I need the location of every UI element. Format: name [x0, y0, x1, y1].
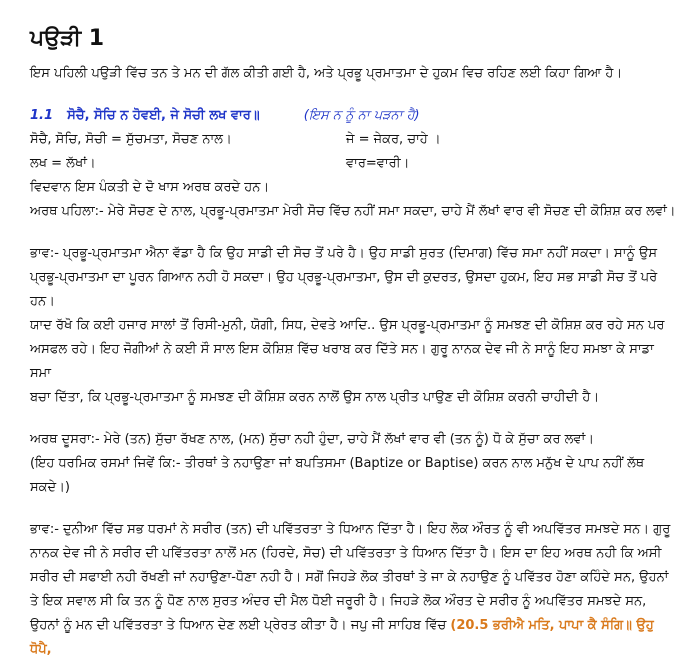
- bhav-line: ਅਸਫਲ ਰਹੇ। ਇਹ ਜੋਗੀਆਂ ਨੇ ਕਈ ਸੌ ਸਾਲ ਇਸ ਕੋਸ਼ਿਸ਼ ਵਿੱਚ ਖਰਾਬ ਕਰ ਦਿੱਤੇ ਸਨ। ਗੁਰੂ ਨਾਨਕ ਦੇਵ ਜੀ ਨੇ ਸਾਨੂੰ ਇਹ ਸਮਝਾ ਕੇ ਸਾਡਾ ਸਮਾ: [30, 342, 654, 381]
- bhav-line: ਭਾਵ:- ਦੁਨੀਆ ਵਿੱਚ ਸਭ ਧਰਮਾਂ ਨੇ ਸਰੀਰ (ਤਨ) ਦੀ ਪਵਿੱਤਰਤਾ ਤੇ ਧਿਆਨ ਦਿੱਤਾ ਹੈ। ਇਹ ਲੋਕ ਔਰਤ ਨੂੰ ਵੀ ਅਪਵਿੱਤਰ ਸਮਝਦੇ ਸਨ। ਗੁਰੂ: [30, 522, 671, 537]
- bhav-line: ਭਾਵ:- ਪ੍ਰਭੂ-ਪ੍ਰਮਾਤਮਾ ਐਨਾ ਵੱਡਾ ਹੈ ਕਿ ਉਹ ਸਾਡੀ ਦੀ ਸੋਚ ਤੋਂ ਪਰੇ ਹੈ। ਉਹ ਸਾਡੀ ਸੁਰਤ (ਦਿਮਾਗ) ਵਿੱਚ ਸਮਾ ਨਹੀਂ ਸਕਦਾ। ਸਾਨੂੰ ਉਸ: [30, 246, 658, 261]
- glossary-left: ਲਖ = ਲੱਖਾਂ।: [30, 156, 96, 171]
- scripture-reference: (20.5 ਭਰੀਐ ਮਤਿ, ਪਾਪਾ ਕੈ ਸੰਗਿ॥ ਉਹੁ ਧੋਪੈ,: [30, 618, 654, 657]
- bhav-line: ਨਾਨਕ ਦੇਵ ਜੀ ਨੇ ਸਰੀਰ ਦੀ ਪਵਿੱਤਰਤਾ ਨਾਲੋਂ ਮਨ (ਹਿਰਦੇ, ਸੋਚ) ਦੀ ਪਵਿੱਤਰਤਾ ਤੇ ਧਿਆਨ ਦਿੱਤਾ ਹੈ। ਇਸ ਦਾ ਇਹ ਅਰਥ ਨਹੀ ਕਿ ਅਸੀ: [30, 546, 662, 561]
- bhav-last-line: [30, 614, 677, 662]
- bhav-line: ਯਾਦ ਰੱਖੋ ਕਿ ਕਈ ਹਜਾਰ ਸਾਲਾਂ ਤੋਂ ਰਿਸੀ-ਮੁਨੀ, ਯੋਗੀ, ਸਿਧ, ਦੇਵਤੇ ਆਦਿ.. ਉਸ ਪ੍ਰਭੂ-ਪ੍ਰਮਾਤਮਾ ਨੂੰ ਸਮਝਣ ਦੀ ਕੋਸ਼ਿਸ਼ ਕਰ ਰਹੇ ਸਨ ਪਰ: [30, 318, 665, 333]
- glossary-left: ਸੋਚੈ, ਸੋਚਿ, ਸੋਚੀ = ਸੁੱਚਮਤਾ, ਸੋਚਣ ਨਾਲ।: [30, 132, 232, 147]
- verse-number: 1.1: [30, 108, 54, 123]
- meaning-first: ਅਰਥ ਪਹਿਲਾ:- ਮੇਰੇ ਸੋਚਣ ਦੇ ਨਾਲ, ਪ੍ਰਭੂ-ਪ੍ਰਮਾਤਮਾ ਮੇਰੀ ਸੋਚ ਵਿੱਚ ਨਹੀਂ ਸਮਾ ਸਕਦਾ, ਚਾਹੇ ਮੈਂ ਲੱਖਾਂ ਵਾਰ ਵੀ ਸੋਚਣ ਦੀ ਕੋਸ਼ਿਸ਼ ਕਰ ਲਵਾਂ।: [30, 204, 676, 219]
- bhav-line: ਬਚਾ ਦਿੱਤਾ, ਕਿ ਪ੍ਰਭੂ-ਪ੍ਰਮਾਤਮਾ ਨੂੰ ਸਮਝਣ ਦੀ ਕੋਸ਼ਿਸ਼ ਕਰਨ ਨਾਲੋਂ ਉਸ ਨਾਲ ਪ੍ਰੀਤ ਪਾਉਣ ਦੀ ਕੋਸ਼ਿਸ਼ ਕਰਨੀ ਚਾਹੀਦੀ ਹੈ।: [30, 390, 600, 405]
- verse-line: [30, 104, 677, 128]
- verse-note: (ਇਸ ਨ ਨੂੰ ਨਾ ਪੜਨਾ ਹੈ): [303, 108, 420, 123]
- meaning-second: ਅਰਥ ਦੂਸਰਾ:- ਮੇਰੇ (ਤਨ) ਸੁੱਚਾ ਰੱਖਣ ਨਾਲ, (ਮਨ) ਸੁੱਚਾ ਨਹੀ ਹੁੰਦਾ, ਚਾਹੇ ਮੈਂ ਲੱਖਾਂ ਵਾਰ ਵੀ (ਤਨ ਨੂੰ) ਧੋ ਕੇ ਸੁੱਚਾ ਕਰ ਲਵਾਂ।: [30, 432, 595, 447]
- glossary-right: ਜੇ = ਜੇਕਰ, ਚਾਹੇ ।: [346, 132, 441, 147]
- glossary-row: [30, 128, 677, 152]
- glossary-right: ਵਾਰ=ਵਾਰੀ।: [346, 156, 410, 171]
- meaning-note: ਸਕਦੇ।): [30, 480, 70, 495]
- intro-paragraph: ਇਸ ਪਹਿਲੀ ਪਉੜੀ ਵਿੱਚ ਤਨ ਤੇ ਮਨ ਦੀ ਗੱਲ ਕੀਤੀ ਗਈ ਹੈ, ਅਤੇ ਪ੍ਰਭੂ ਪ੍ਰਮਾਤਮਾ ਦੇ ਹੁਕਮ ਵਿਚ ਰਹਿਣ ਲਈ ਕਿਹਾ ਗਿਆ ਹੈ।: [30, 66, 623, 81]
- bhav-line: ਸਰੀਰ ਦੀ ਸਫਾਈ ਨਹੀ ਰੱਖਣੀ ਜਾਂ ਨਹਾਉਣਾ-ਧੋਣਾ ਨਹੀ ਹੈ। ਸਗੋਂ ਜਿਹੜੇ ਲੋਕ ਤੀਰਥਾਂ ਤੇ ਜਾ ਕੇ ਨਹਾਉਣ ਨੂੰ ਪਵਿੱਤਰ ਹੋਣਾ ਕਹਿੰਦੇ ਸਨ, ਉਹਨਾਂ: [30, 570, 669, 585]
- bhav-line: ਪ੍ਰਭੂ-ਪ੍ਰਮਾਤਮਾ ਦਾ ਪੂਰਨ ਗਿਆਨ ਨਹੀ ਹੋ ਸਕਦਾ। ਉਹ ਪ੍ਰਭੂ-ਪ੍ਰਮਾਤਮਾ, ਉਸ ਦੀ ਕੁਦਰਤ, ਉਸਦਾ ਹੁਕਮ, ਇਹ ਸਭ ਸਾਡੀ ਸੋਚ ਤੋਂ ਪਰੇ ਹਨ।: [30, 270, 658, 309]
- text-line: ਵਿਦਵਾਨ ਇਸ ਪੰਕਤੀ ਦੇ ਦੋ ਖਾਸ ਅਰਥ ਕਰਦੇ ਹਨ।: [30, 180, 270, 195]
- bhav-last-text: ਉਹਨਾਂ ਨੂੰ ਮਨ ਦੀ ਪਵਿੱਤਰਤਾ ਤੇ ਧਿਆਨ ਦੇਣ ਲਈ ਪ੍ਰੇਰਤ ਕੀਤਾ ਹੈ। ਜਪੁ ਜੀ ਸਾਹਿਬ ਵਿੱਚ: [30, 618, 451, 633]
- glossary-row: [30, 152, 677, 176]
- page-title: ਪਉੜੀ 1: [30, 26, 105, 51]
- verse-text: ਸੋਚੈ, ਸੋਚਿ ਨ ਹੋਵਈ, ਜੇ ਸੋਚੀ ਲਖ ਵਾਰ॥: [67, 108, 260, 123]
- bhav-line: ਤੇ ਇਕ ਸਵਾਲ ਸੀ ਕਿ ਤਨ ਨੂੰ ਧੋਣ ਨਾਲ ਸੁਰਤ ਅੰਦਰ ਦੀ ਮੈਲ ਧੋਈ ਜਰੂਰੀ ਹੈ। ਜਿਹੜੇ ਲੋਕ ਔਰਤ ਦੇ ਸਰੀਰ ਨੂੰ ਅਪਵਿੱਤਰ ਸਮਝਦੇ ਸਨ,: [30, 594, 647, 609]
- meaning-note: (ਇਹ ਧਰਮਿਕ ਰਸਮਾਂ ਜਿਵੇਂ ਕਿ:- ਤੀਰਥਾਂ ਤੇ ਨਹਾਉਣਾ ਜਾਂ ਬਪਤਿਸਮਾ (Baptize or Baptise) ਕਰਨ ਨਾਲ ਮਨੁੱਖ ਦੇ ਪਾਪ ਨਹੀਂ ਲੱਥ: [30, 456, 645, 471]
